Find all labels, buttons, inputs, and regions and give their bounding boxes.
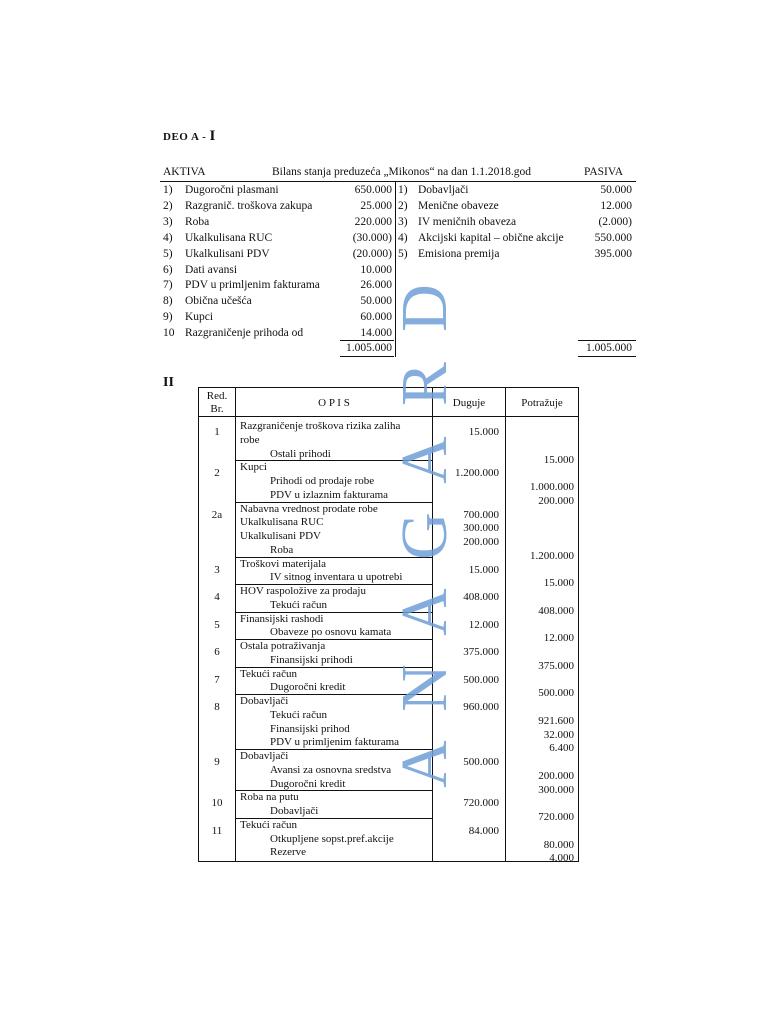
entry-account: Dugoročni kredit (270, 681, 346, 694)
header-potrazuje: Potražuje (521, 397, 563, 409)
aktiva-row-name: Ukalkulisana RUC (185, 231, 273, 244)
pasiva-row-name: Emisiona premija (418, 247, 500, 260)
pasiva-row-number: 5) (398, 247, 408, 260)
aktiva-row-amount: 10.000 (360, 263, 392, 276)
journal-header-border (198, 416, 578, 417)
aktiva-row-name: Razgranič. troškova zakupa (185, 199, 313, 212)
heading-roman: I (209, 128, 216, 144)
entry-debit: 408.000 (463, 591, 499, 603)
pasiva-row-name: Akcijski kapital – obične akcije (418, 231, 564, 244)
entry-credit: 500.000 (538, 687, 574, 700)
entry-account: Finansijski rashodi (240, 612, 324, 625)
pasiva-row-number: 3) (398, 215, 408, 228)
pasiva-row-number: 2) (398, 199, 408, 212)
entry-credit: 12.000 (543, 632, 574, 645)
entry-number: 9 (214, 756, 220, 768)
entry-credit: 408.000 (538, 604, 574, 617)
aktiva-row-name: Razgraničenje prihoda od (185, 327, 304, 340)
entry-account: Ukalkulisana RUC (240, 516, 324, 529)
entry-number: 11 (211, 824, 223, 837)
entry-debit: 720.000 (463, 797, 499, 810)
entry-account: Nabavna vrednost prodate robe (240, 502, 378, 515)
pasiva-row-name: IV meničnih obaveza (418, 215, 517, 228)
aktiva-row-number: 6) (163, 263, 173, 276)
aktiva-row-name: Kupci (185, 311, 214, 324)
entry-credit: 4.000 (549, 852, 574, 865)
entry-account: Obaveze po osnovu kamata (270, 626, 392, 639)
pasiva-row-amount: 395.000 (594, 247, 632, 260)
entry-credit: 1.200.000 (530, 549, 574, 562)
entry-account: Tekući račun (240, 667, 297, 680)
aktiva-row-name: Ukalkulisani PDV (185, 247, 270, 260)
watermark-letter: R (388, 361, 461, 407)
header-red: Red. (206, 390, 228, 402)
aktiva-row-number: 4) (163, 231, 173, 244)
entry-debit: 500.000 (463, 673, 499, 686)
entry-separator (235, 818, 433, 819)
aktiva-row-number: 5) (163, 247, 173, 260)
entry-number: 4 (214, 591, 220, 603)
entry-account: Dobavljači (270, 805, 319, 817)
aktiva-row-amount: 220.000 (354, 215, 392, 228)
entry-credit: 300.000 (538, 783, 574, 796)
entry-debit: 700.000 (463, 508, 499, 521)
entry-debit: 300.000 (463, 522, 499, 535)
aktiva-row-amount: 14.000 (360, 327, 392, 340)
entry-debit: 15.000 (468, 426, 499, 438)
entry-debit: 960.000 (463, 701, 499, 713)
balance-top-rule (160, 181, 636, 182)
entry-number: 10 (211, 797, 223, 810)
entry-debit: 15.000 (468, 563, 499, 576)
entry-credit: 32.000 (543, 728, 574, 741)
watermark-letter: A (387, 740, 461, 788)
pasiva-row-amount: 50.000 (600, 184, 632, 196)
entry-account: Ukalkulisani PDV (240, 530, 321, 542)
header-opis: O P I S (318, 397, 350, 409)
pasiva-row-amount: (2.000) (598, 215, 632, 228)
watermark-letter: D (387, 284, 461, 332)
watermark-letter: G (387, 512, 461, 560)
entry-account: Razgraničenje troškova rizika zaliha (240, 420, 401, 432)
entry-debit: 84.000 (468, 824, 499, 837)
entry-account: Tekući račun (240, 818, 297, 831)
aktiva-row-number: 3) (163, 215, 173, 228)
entry-number: 7 (214, 673, 220, 686)
section-ii-heading: II (163, 375, 174, 390)
entry-credit: 921.600 (538, 714, 574, 727)
total-pasiva: 1.005.000 (586, 342, 632, 354)
entry-debit: 12.000 (468, 618, 499, 631)
left-total-rule (340, 340, 394, 341)
aktiva-row-number: 9) (163, 311, 173, 324)
entry-account: robe (240, 433, 260, 446)
pasiva-row-number: 4) (398, 231, 408, 244)
pasiva-row-name: Dobavljači (418, 184, 469, 196)
aktiva-row-number: 2) (163, 199, 173, 212)
entry-number: 2 (214, 467, 220, 480)
entry-debit: 200.000 (463, 536, 499, 548)
dragana-watermark (387, 270, 461, 802)
entry-account: Dobavljači (240, 750, 289, 762)
entry-debit: 500.000 (463, 756, 499, 768)
right-total-rule (578, 340, 636, 341)
aktiva-row-amount: 650.000 (354, 184, 392, 196)
pasiva-row-amount: 12.000 (600, 199, 632, 212)
watermark-letter: A (387, 436, 461, 484)
entry-number: 8 (214, 701, 220, 713)
entry-credit: 1.000.000 (530, 481, 574, 493)
entry-number: 1 (214, 426, 220, 438)
aktiva-label: AKTIVA (163, 166, 206, 178)
left-total-underline (340, 356, 394, 357)
aktiva-row-name: Obična učešća (185, 295, 252, 308)
aktiva-row-name: PDV u primljenim fakturama (185, 279, 320, 292)
entry-account: Dobavljači (240, 695, 289, 707)
aktiva-row-amount: (20.000) (352, 247, 392, 260)
entry-account: Troškovi materijala (240, 557, 327, 570)
entry-account: Tekući račun (270, 708, 327, 721)
aktiva-row-name: Dati avansi (185, 263, 238, 276)
entry-credit: 200.000 (538, 769, 574, 782)
entry-account: Otkupljene sopst.pref.akcije (270, 832, 394, 845)
header-br: Br. (210, 403, 224, 415)
right-total-underline (578, 356, 636, 357)
aktiva-row-name: Roba (185, 215, 210, 228)
total-aktiva: 1.005.000 (346, 342, 392, 354)
aktiva-row-number: 7) (163, 279, 173, 292)
pasiva-row-amount: 550.000 (594, 231, 632, 244)
entry-account: Tekući račun (270, 598, 327, 611)
entry-credit: 200.000 (538, 494, 574, 507)
entry-account: PDV u izlaznim fakturama (270, 488, 389, 501)
entry-account: HOV raspoložive za prodaju (240, 585, 366, 597)
entry-account: Roba na putu (240, 791, 299, 804)
entry-number: 3 (214, 563, 220, 576)
entry-credit: 375.000 (538, 659, 574, 672)
entry-debit: 375.000 (463, 646, 499, 658)
aktiva-row-amount: 26.000 (360, 279, 392, 292)
header-duguje: Duguje (452, 397, 486, 409)
entry-number: 5 (214, 618, 220, 631)
entry-account: Prihodi od prodaje robe (270, 475, 375, 487)
watermark-letter: N (387, 664, 461, 712)
entry-account: Ostali prihodi (270, 447, 331, 460)
aktiva-row-amount: 25.000 (360, 199, 392, 212)
section-heading (163, 128, 216, 145)
entry-account: Finansijski prihodi (270, 653, 353, 666)
entry-number: 2a (211, 508, 223, 521)
entry-account: Kupci (240, 461, 267, 474)
entry-account: Dugoročni kredit (270, 777, 346, 790)
entry-account: PDV u primljenim fakturama (270, 736, 400, 749)
aktiva-row-number: 10 (163, 327, 175, 340)
aktiva-row-number: 8) (163, 295, 173, 308)
entry-credit: 15.000 (543, 453, 574, 466)
heading-deo: DEO A - (163, 131, 207, 143)
entry-debit: 1.200.000 (455, 467, 499, 480)
aktiva-row-number: 1) (163, 184, 173, 196)
entry-account: Finansijski prihod (270, 722, 350, 735)
entry-credit: 720.000 (538, 811, 574, 823)
pasiva-row-name: Menične obaveze (418, 199, 499, 212)
aktiva-row-amount: 50.000 (360, 295, 392, 308)
journal-right-border (578, 387, 579, 861)
entry-account: Avansi za osnovna sredstva (270, 763, 392, 776)
pasiva-row-number: 1) (398, 184, 408, 196)
entry-credit: 80.000 (543, 838, 574, 851)
watermark-letter: A (387, 588, 461, 636)
aktiva-row-amount: (30.000) (352, 231, 392, 244)
entry-credit: 15.000 (543, 577, 574, 590)
balance-title: Bilans stanja preduzeća „Mikonos“ na dan 1.1.2018.god (272, 166, 532, 178)
entry-account: Rezerve (270, 846, 307, 859)
aktiva-row-name: Dugoročni plasmani (185, 184, 279, 196)
pasiva-label: PASIVA (584, 166, 623, 178)
entry-account: IV sitnog inventara u upotrebi (270, 571, 403, 584)
aktiva-row-amount: 60.000 (360, 311, 392, 324)
entry-number: 6 (214, 646, 220, 658)
entry-account: Ostala potraživanja (240, 640, 326, 652)
entry-account: Roba (270, 543, 294, 556)
entry-credit: 6.400 (549, 742, 574, 755)
